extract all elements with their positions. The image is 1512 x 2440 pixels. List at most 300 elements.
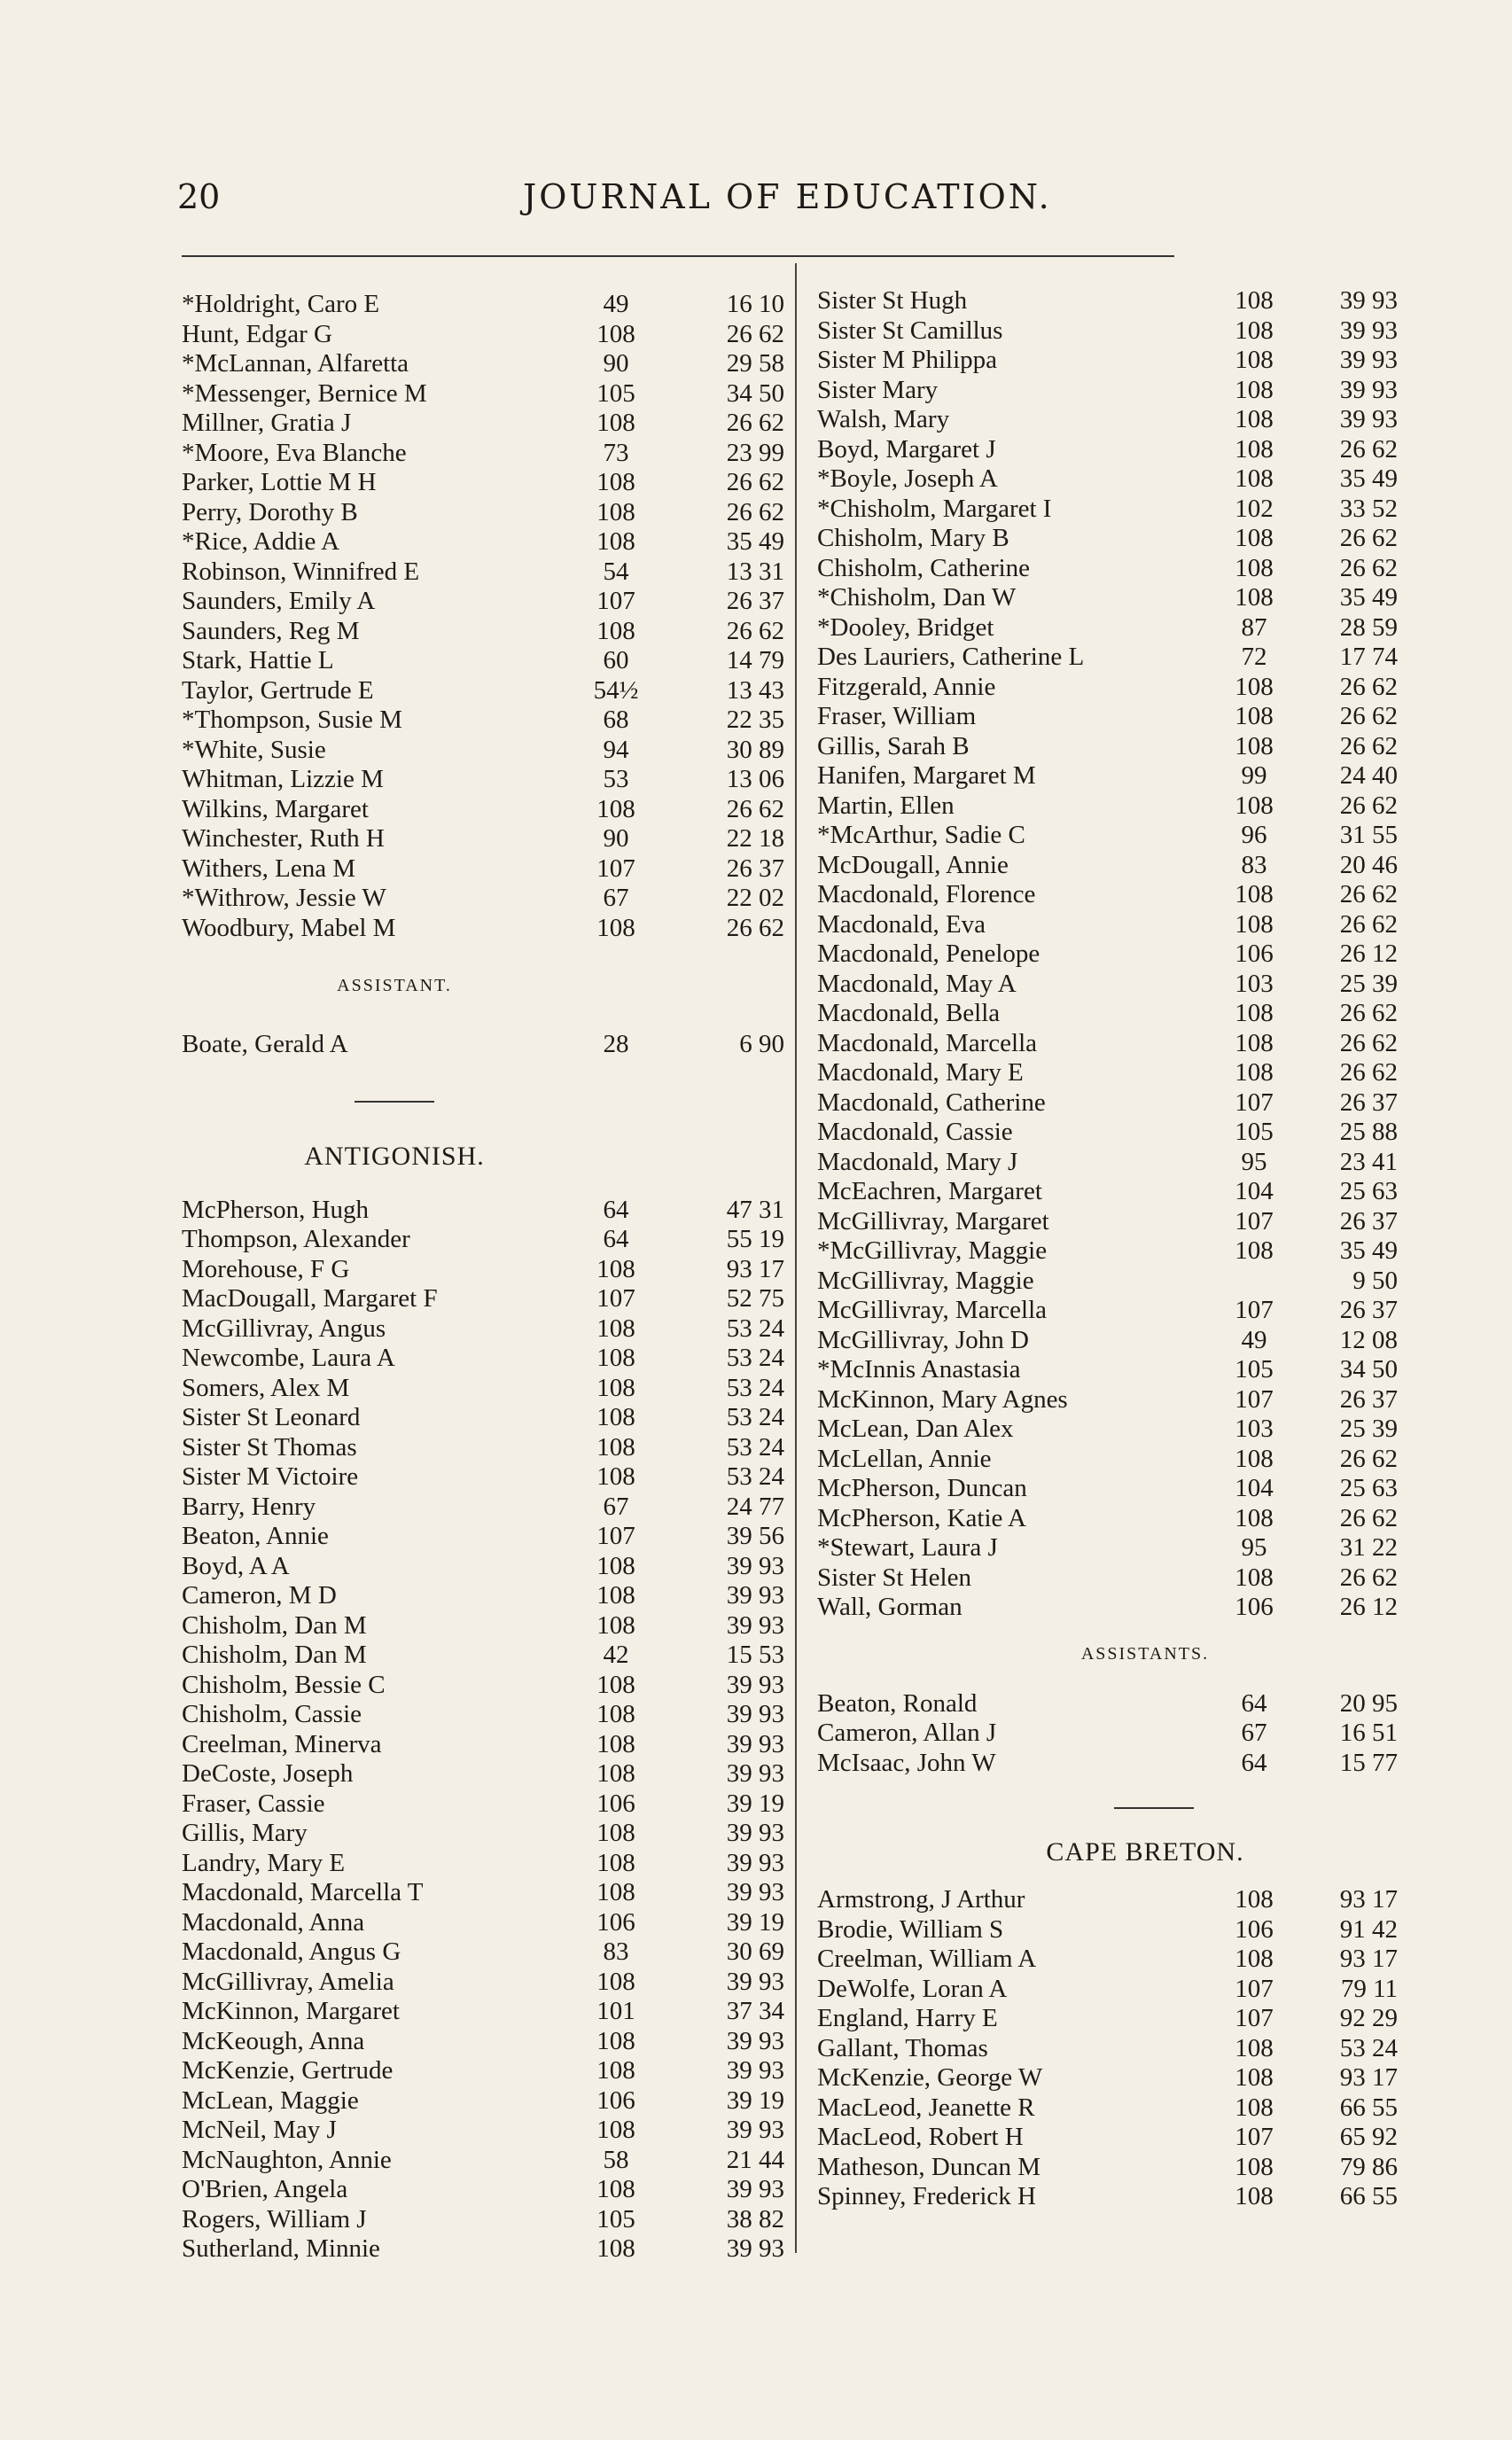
table-row (817, 1385, 1398, 1415)
table-row (182, 2146, 784, 2176)
grant-amount: 66 55 (1339, 2093, 1398, 2122)
table-row (817, 286, 1398, 316)
days-taught: 67 (603, 884, 629, 912)
grant-amount: 13 06 (726, 765, 784, 793)
grant-amount: 30 89 (726, 735, 784, 764)
days-taught: 108 (1235, 583, 1274, 612)
grant-amount: 21 44 (726, 2145, 784, 2174)
table-row (182, 1581, 784, 1611)
days-taught: 108 (1235, 553, 1274, 582)
table-row (817, 376, 1398, 406)
teacher-name: Sister St Leonard (182, 1403, 361, 1431)
teacher-name: *Holdright, Caro E (182, 290, 380, 318)
page-header (177, 177, 1064, 230)
grant-amount: 26 62 (1339, 1563, 1398, 1592)
days-taught: 90 (603, 824, 629, 853)
teacher-name: Spinney, Frederick H (817, 2182, 1036, 2210)
days-taught: 108 (596, 794, 635, 823)
teacher-name: *Withrow, Jessie W (182, 884, 386, 912)
teacher-name: Macdonald, Mary E (817, 1058, 1024, 1087)
days-taught: 107 (1235, 2123, 1274, 2151)
assistant-heading: ASSISTANT. (337, 976, 452, 995)
grant-amount: 33 52 (1339, 494, 1398, 523)
teacher-name: Hanifen, Margaret M (817, 761, 1036, 790)
days-taught: 96 (1241, 821, 1267, 849)
teacher-name: Macdonald, Catherine (817, 1087, 1046, 1117)
days-taught: 108 (1235, 2093, 1274, 2122)
days-taught: 58 (603, 2145, 629, 2174)
teacher-name: McPherson, Hugh (182, 1195, 370, 1224)
grant-amount: 34 50 (726, 378, 784, 408)
days-taught: 83 (603, 1937, 629, 1966)
days-taught: 108 (1235, 672, 1274, 701)
grant-amount: 53 24 (1339, 2033, 1398, 2062)
table-row (817, 524, 1398, 554)
grant-amount: 35 49 (1339, 583, 1398, 612)
table-row (817, 1355, 1398, 1385)
teacher-name: Millner, Gratia J (182, 409, 352, 437)
days-taught: 87 (1241, 612, 1267, 642)
table-row (182, 2234, 784, 2265)
days-taught: 108 (1235, 1444, 1274, 1473)
grant-amount: 53 24 (726, 1314, 784, 1343)
grant-amount: 39 93 (726, 2116, 784, 2144)
table-row (182, 854, 784, 885)
teacher-name: Sister St Thomas (182, 1432, 357, 1462)
table-row (182, 1522, 784, 1552)
grant-amount: 39 93 (1339, 316, 1398, 345)
grant-amount: 26 62 (726, 913, 784, 942)
days-taught: 108 (1235, 464, 1274, 493)
table-row (817, 851, 1398, 881)
grant-amount: 65 92 (1339, 2123, 1398, 2151)
days-taught: 108 (1235, 1058, 1274, 1087)
table-row (817, 495, 1398, 525)
table-row (817, 673, 1398, 703)
table-row (182, 320, 784, 350)
table-row (817, 1415, 1398, 1445)
grant-amount: 16 51 (1339, 1719, 1398, 1747)
days-taught: 90 (603, 349, 629, 378)
teacher-name: McPherson, Katie A (817, 1503, 1026, 1532)
table-row (817, 316, 1398, 347)
grant-amount: 39 19 (726, 1907, 784, 1937)
right-teacher-list (817, 286, 1398, 1623)
table-row (182, 824, 784, 854)
grant-amount: 39 93 (726, 1878, 784, 1906)
days-taught: 106 (596, 1789, 635, 1818)
days-taught: 67 (603, 1492, 629, 1521)
table-row (182, 1493, 784, 1523)
teacher-name: Des Lauriers, Catherine L (817, 643, 1085, 671)
days-taught: 108 (1235, 1236, 1274, 1265)
table-row (817, 761, 1398, 791)
table-row (182, 705, 784, 736)
days-taught: 108 (596, 2234, 635, 2263)
column-divider (795, 263, 797, 2253)
teacher-name: Chisholm, Mary B (817, 524, 1009, 552)
teacher-name: Beaton, Annie (182, 1522, 329, 1550)
grant-amount: 66 55 (1339, 2182, 1398, 2210)
teacher-name: Wall, Gorman (817, 1593, 963, 1621)
days-taught: 108 (596, 1462, 635, 1491)
days-taught: 108 (596, 527, 635, 556)
days-taught: 64 (603, 1225, 629, 1253)
page-number: 20 (177, 177, 221, 216)
grant-amount: 24 77 (726, 1492, 784, 1521)
table-row (817, 1029, 1398, 1059)
teacher-name: Creelman, Minerva (182, 1729, 382, 1758)
grant-amount: 26 37 (726, 587, 784, 615)
table-row (817, 643, 1398, 673)
table-row (817, 1177, 1398, 1207)
teacher-name: Chisholm, Bessie C (182, 1670, 386, 1699)
table-row (182, 1611, 784, 1641)
table-row (182, 736, 784, 766)
days-taught: 108 (1235, 909, 1274, 939)
table-row (182, 527, 784, 557)
table-row (182, 1641, 784, 1671)
days-taught: 106 (596, 2085, 635, 2115)
teacher-name: Armstrong, J Arthur (817, 1885, 1025, 1914)
header-rule (182, 255, 1174, 257)
days-taught: 108 (596, 1581, 635, 1610)
grant-amount: 26 62 (1339, 1028, 1398, 1057)
days-taught: 108 (596, 1610, 635, 1640)
teacher-name: Macdonald, Cassie (817, 1118, 1013, 1146)
grant-amount: 26 62 (1339, 1503, 1398, 1532)
days-taught: 108 (1235, 880, 1274, 908)
table-row (817, 405, 1398, 435)
grant-amount: 39 19 (726, 2085, 784, 2115)
table-row (182, 914, 784, 944)
days-taught: 106 (596, 1907, 635, 1937)
grant-amount: 39 93 (726, 1848, 784, 1877)
table-row (817, 939, 1398, 970)
table-row (817, 880, 1398, 910)
days-taught: 108 (596, 1314, 635, 1343)
teacher-name: MacLeod, Jeanette R (817, 2093, 1035, 2122)
days-taught: 108 (596, 1848, 635, 1877)
days-taught: 105 (1235, 1355, 1274, 1384)
days-taught: 108 (596, 1551, 635, 1580)
table-row (817, 2034, 1398, 2064)
teacher-name: Rogers, William J (182, 2204, 367, 2233)
teacher-name: Stark, Hattie L (182, 646, 334, 674)
teacher-name: *McLannan, Alfaretta (182, 349, 409, 378)
days-taught: 64 (603, 1195, 629, 1224)
days-taught: 108 (596, 1432, 635, 1462)
teacher-name: McIsaac, John W (817, 1748, 996, 1777)
table-row (182, 1374, 784, 1404)
table-row (817, 435, 1398, 465)
table-row (182, 1403, 784, 1433)
days-taught: 105 (596, 378, 635, 408)
days-taught: 108 (1235, 316, 1274, 345)
teacher-name: Barry, Henry (182, 1492, 316, 1521)
grant-amount: 14 79 (726, 646, 784, 674)
grant-amount: 39 93 (1339, 375, 1398, 404)
table-row (817, 1088, 1398, 1119)
table-row (182, 1344, 784, 1374)
table-row (817, 2063, 1398, 2093)
teacher-name: Brodie, William S (817, 1914, 1004, 1944)
table-row (182, 1730, 784, 1760)
table-row (817, 702, 1398, 732)
left-teacher-list (182, 290, 784, 943)
table-row (817, 910, 1398, 940)
teacher-name: Saunders, Emily A (182, 587, 376, 615)
right-column (817, 286, 1398, 2212)
grant-amount: 20 46 (1339, 850, 1398, 879)
teacher-name: *White, Susie (182, 735, 326, 764)
grant-amount: 79 86 (1339, 2152, 1398, 2181)
section-heading-antigonish: ANTIGONISH. (304, 1141, 485, 1171)
days-taught: 108 (1235, 1945, 1274, 1973)
days-taught: 108 (596, 616, 635, 645)
days-taught: 108 (596, 1403, 635, 1431)
grant-amount: 93 17 (726, 1254, 784, 1283)
teacher-name: McGillivray, Maggie (817, 1266, 1034, 1295)
grant-amount: 15 53 (726, 1641, 784, 1669)
teacher-name: Taylor, Gertrude E (182, 675, 374, 705)
table-row (182, 1997, 784, 2027)
teacher-name: *Messenger, Bernice M (182, 378, 427, 408)
grant-amount: 37 34 (726, 1997, 784, 2025)
table-row (817, 1267, 1398, 1297)
table-row (817, 464, 1398, 495)
table-row (182, 439, 784, 469)
grant-amount: 53 24 (726, 1344, 784, 1372)
days-taught: 108 (1235, 2152, 1274, 2181)
teacher-name: Sister St Hugh (817, 286, 968, 315)
teacher-name: Sutherland, Minnie (182, 2234, 380, 2263)
table-row (817, 732, 1398, 762)
days-taught: 108 (596, 468, 635, 496)
days-taught: 108 (596, 2116, 635, 2144)
table-row (182, 1255, 784, 1285)
days-taught: 103 (1235, 1415, 1274, 1443)
grant-amount: 39 93 (726, 1967, 784, 1996)
teacher-name: Fraser, Cassie (182, 1789, 325, 1818)
grant-amount: 47 31 (726, 1195, 784, 1224)
teacher-name: Macdonald, Marcella T (182, 1878, 424, 1906)
table-row (182, 1789, 784, 1820)
grant-amount: 25 39 (1339, 1415, 1398, 1443)
table-row (817, 1593, 1398, 1623)
cape-breton-teacher-list (817, 1885, 1398, 2212)
teacher-name: *Moore, Eva Blanche (182, 438, 407, 467)
table-row (817, 2182, 1398, 2212)
days-taught: 54½ (593, 675, 639, 705)
table-row (182, 349, 784, 379)
teacher-name: Macdonald, Penelope (817, 939, 1040, 968)
teacher-name: Gallant, Thomas (817, 2033, 988, 2062)
table-row (817, 2153, 1398, 2183)
teacher-name: McPherson, Duncan (817, 1474, 1027, 1502)
table-row (182, 676, 784, 706)
days-taught: 108 (596, 1729, 635, 1758)
table-row (182, 1030, 784, 1060)
grant-amount: 26 37 (1339, 1206, 1398, 1236)
days-taught: 108 (596, 1819, 635, 1847)
days-taught: 83 (1241, 850, 1267, 879)
grant-amount: 31 55 (1339, 821, 1398, 849)
days-taught: 108 (1235, 999, 1274, 1027)
grant-amount: 17 74 (1339, 643, 1398, 671)
teacher-name: Walsh, Mary (817, 405, 950, 433)
table-row (182, 617, 784, 647)
teacher-name: Chisholm, Catherine (817, 553, 1031, 582)
grant-amount: 20 95 (1339, 1688, 1398, 1718)
days-taught: 108 (1235, 1028, 1274, 1057)
days-taught: 67 (1241, 1719, 1267, 1747)
grant-amount: 26 62 (1339, 524, 1398, 552)
table-row (817, 1236, 1398, 1267)
table-row (817, 1326, 1398, 1356)
table-row (182, 1849, 784, 1879)
table-row (817, 1296, 1398, 1326)
days-taught: 54 (603, 557, 629, 586)
teacher-name: McGillivray, Marcella (817, 1296, 1048, 1324)
teacher-name: *Thompson, Susie M (182, 705, 402, 734)
teacher-name: Sister St Camillus (817, 316, 1003, 345)
teacher-name: Gillis, Sarah B (817, 731, 970, 760)
days-taught: 108 (596, 913, 635, 942)
grant-amount: 38 82 (726, 2204, 784, 2233)
right-assistant-list (817, 1689, 1398, 1779)
grant-amount: 39 93 (726, 1819, 784, 1847)
grant-amount: 22 02 (726, 884, 784, 912)
teacher-name: Withers, Lena M (182, 854, 356, 883)
days-taught: 95 (1241, 1533, 1267, 1562)
table-row (817, 821, 1398, 851)
table-row (817, 2093, 1398, 2124)
table-row (817, 1945, 1398, 1975)
teacher-name: McDougall, Annie (817, 850, 1009, 879)
table-row (817, 1445, 1398, 1475)
teacher-name: Sister M Victoire (182, 1462, 359, 1491)
teacher-name: *Chisholm, Dan W (817, 583, 1017, 612)
teacher-name: O'Brien, Angela (182, 2175, 348, 2203)
days-taught: 101 (596, 1997, 635, 2025)
grant-amount: 26 62 (1339, 1058, 1398, 1087)
teacher-name: Fraser, William (817, 702, 977, 730)
table-row (182, 646, 784, 676)
teacher-name: *Dooley, Bridget (817, 612, 994, 642)
grant-amount: 53 24 (726, 1432, 784, 1462)
teacher-name: McGillivray, Amelia (182, 1967, 394, 1996)
teacher-name: Fitzgerald, Annie (817, 672, 996, 701)
teacher-name: Winchester, Ruth H (182, 824, 385, 853)
teacher-name: McKinnon, Margaret (182, 1997, 400, 2025)
grant-amount: 23 99 (726, 438, 784, 467)
days-taught: 108 (1235, 286, 1274, 315)
days-taught: 49 (603, 290, 629, 318)
days-taught: 108 (596, 1967, 635, 1996)
grant-amount: 22 18 (726, 824, 784, 853)
table-row (182, 1284, 784, 1314)
table-row (817, 2004, 1398, 2034)
grant-amount: 13 43 (726, 675, 784, 705)
teacher-name: Woodbury, Mabel M (182, 913, 396, 942)
grant-amount: 15 77 (1339, 1748, 1398, 1777)
teacher-name: Macdonald, Eva (817, 909, 986, 939)
days-taught: 108 (596, 2026, 635, 2055)
grant-amount: 9 50 (1352, 1266, 1398, 1295)
grant-amount: 26 62 (1339, 880, 1398, 908)
table-row (817, 1885, 1398, 1915)
grant-amount: 25 63 (1339, 1474, 1398, 1502)
table-row (182, 2056, 784, 2086)
table-row (817, 791, 1398, 822)
grant-amount: 25 63 (1339, 1177, 1398, 1205)
teacher-name: McKeough, Anna (182, 2026, 365, 2055)
table-row (182, 1937, 784, 1968)
days-taught: 94 (603, 735, 629, 764)
teacher-name: DeCoste, Joseph (182, 1759, 354, 1788)
assistants-heading: ASSISTANTS. (1080, 1643, 1210, 1664)
grant-amount: 35 49 (726, 527, 784, 556)
grant-amount: 39 93 (1339, 286, 1398, 315)
table-row (817, 1975, 1398, 2005)
table-row (817, 1719, 1398, 1749)
teacher-name: McLean, Dan Alex (817, 1415, 1014, 1443)
grant-amount: 26 62 (726, 616, 784, 645)
grant-amount: 26 62 (726, 497, 784, 526)
days-taught: 108 (1235, 375, 1274, 404)
grant-amount: 52 75 (726, 1284, 784, 1313)
days-taught: 108 (1235, 1563, 1274, 1592)
grant-amount: 26 62 (726, 319, 784, 348)
table-row (182, 468, 784, 498)
table-row (182, 1819, 784, 1849)
table-row (817, 1207, 1398, 1237)
teacher-name: Chisholm, Dan M (182, 1610, 367, 1640)
grant-amount: 24 40 (1339, 761, 1398, 790)
days-taught: 106 (1235, 1593, 1274, 1621)
grant-amount: 79 11 (1340, 1974, 1398, 2003)
left-assistant-list (182, 1030, 784, 1060)
days-taught: 108 (1235, 2033, 1274, 2062)
teacher-name: Chisholm, Cassie (182, 1700, 362, 1728)
teacher-name: Boyd, A A (182, 1551, 290, 1580)
table-row (182, 1671, 784, 1701)
days-taught: 107 (596, 1522, 635, 1550)
table-row (182, 1552, 784, 1582)
teacher-name: Macdonald, Mary J (817, 1147, 1018, 1176)
days-taught: 104 (1235, 1177, 1274, 1205)
days-taught: 107 (1235, 1087, 1274, 1117)
teacher-name: Macdonald, May A (817, 969, 1017, 998)
grant-amount: 93 17 (1339, 1885, 1398, 1914)
table-row (182, 557, 784, 588)
grant-amount: 26 12 (1339, 939, 1398, 968)
days-taught: 106 (1235, 1914, 1274, 1944)
table-row (817, 1915, 1398, 1945)
table-row (817, 2123, 1398, 2153)
grant-amount: 26 37 (726, 854, 784, 883)
days-taught: 42 (603, 1641, 629, 1669)
grant-amount: 23 41 (1339, 1147, 1398, 1176)
teacher-name: England, Harry E (817, 2004, 998, 2032)
days-taught: 107 (1235, 1974, 1274, 2003)
table-row (182, 1968, 784, 1998)
table-row (817, 613, 1398, 643)
days-taught: 108 (1235, 524, 1274, 552)
days-taught: 108 (596, 409, 635, 437)
days-taught: 108 (596, 1670, 635, 1699)
